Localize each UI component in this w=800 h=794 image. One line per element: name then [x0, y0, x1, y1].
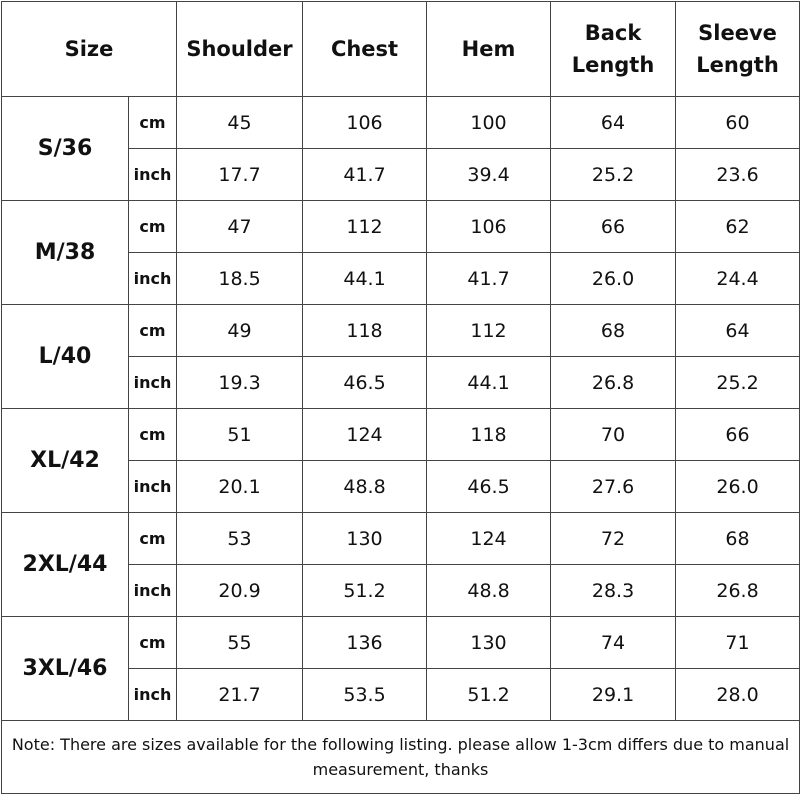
table-row	[2, 305, 800, 357]
table-row	[2, 513, 800, 565]
sleeve-length-value: 24.4	[676, 253, 800, 305]
size-label: M/38	[2, 201, 129, 305]
chest-value: 118	[303, 305, 427, 357]
unit-label: inch	[129, 669, 177, 721]
header-shoulder: Shoulder	[177, 2, 303, 97]
sleeve-length-value: 28.0	[676, 669, 800, 721]
back-length-value: 66	[551, 201, 676, 253]
shoulder-value: 47	[177, 201, 303, 253]
back-length-value: 26.0	[551, 253, 676, 305]
chest-value: 53.5	[303, 669, 427, 721]
chest-value: 44.1	[303, 253, 427, 305]
note-text: Note: There are sizes available for the following listing. please allow 1-3cm differs due to manual measurement, thanks	[2, 721, 800, 794]
unit-label: cm	[129, 201, 177, 253]
chest-value: 48.8	[303, 461, 427, 513]
unit-label: cm	[129, 409, 177, 461]
sleeve-length-value: 26.8	[676, 565, 800, 617]
unit-label: inch	[129, 149, 177, 201]
sleeve-length-value: 71	[676, 617, 800, 669]
header-hem: Hem	[427, 2, 551, 97]
unit-label: cm	[129, 513, 177, 565]
chest-value: 41.7	[303, 149, 427, 201]
chest-value: 112	[303, 201, 427, 253]
shoulder-value: 17.7	[177, 149, 303, 201]
unit-label: inch	[129, 253, 177, 305]
sleeve-length-value: 62	[676, 201, 800, 253]
table-row	[2, 201, 800, 253]
sleeve-length-value: 64	[676, 305, 800, 357]
unit-label: cm	[129, 97, 177, 149]
size-label: 2XL/44	[2, 513, 129, 617]
shoulder-value: 19.3	[177, 357, 303, 409]
shoulder-value: 51	[177, 409, 303, 461]
hem-value: 41.7	[427, 253, 551, 305]
back-length-value: 27.6	[551, 461, 676, 513]
shoulder-value: 18.5	[177, 253, 303, 305]
sleeve-length-value: 60	[676, 97, 800, 149]
header-back-length: Back Length	[551, 2, 676, 97]
back-length-value: 70	[551, 409, 676, 461]
chest-value: 46.5	[303, 357, 427, 409]
unit-label: inch	[129, 461, 177, 513]
back-length-value: 68	[551, 305, 676, 357]
chest-value: 124	[303, 409, 427, 461]
back-length-value: 72	[551, 513, 676, 565]
hem-value: 51.2	[427, 669, 551, 721]
header-size: Size	[2, 2, 177, 97]
size-label: L/40	[2, 305, 129, 409]
unit-label: inch	[129, 357, 177, 409]
header-sleeve-length: Sleeve Length	[676, 2, 800, 97]
hem-value: 106	[427, 201, 551, 253]
table-row	[2, 617, 800, 669]
size-label: S/36	[2, 97, 129, 201]
shoulder-value: 21.7	[177, 669, 303, 721]
unit-label: inch	[129, 565, 177, 617]
hem-value: 100	[427, 97, 551, 149]
hem-value: 130	[427, 617, 551, 669]
shoulder-value: 49	[177, 305, 303, 357]
hem-value: 112	[427, 305, 551, 357]
back-length-value: 25.2	[551, 149, 676, 201]
back-length-value: 28.3	[551, 565, 676, 617]
hem-value: 124	[427, 513, 551, 565]
unit-label: cm	[129, 617, 177, 669]
shoulder-value: 53	[177, 513, 303, 565]
chest-value: 51.2	[303, 565, 427, 617]
table-row	[2, 409, 800, 461]
size-label: XL/42	[2, 409, 129, 513]
hem-value: 44.1	[427, 357, 551, 409]
table-row	[2, 97, 800, 149]
unit-label: cm	[129, 305, 177, 357]
chest-value: 136	[303, 617, 427, 669]
header-chest: Chest	[303, 2, 427, 97]
shoulder-value: 55	[177, 617, 303, 669]
sleeve-length-value: 68	[676, 513, 800, 565]
back-length-value: 26.8	[551, 357, 676, 409]
shoulder-value: 20.1	[177, 461, 303, 513]
hem-value: 48.8	[427, 565, 551, 617]
chest-value: 130	[303, 513, 427, 565]
back-length-value: 74	[551, 617, 676, 669]
sleeve-length-value: 26.0	[676, 461, 800, 513]
header-row	[2, 2, 800, 97]
hem-value: 118	[427, 409, 551, 461]
back-length-value: 29.1	[551, 669, 676, 721]
hem-value: 39.4	[427, 149, 551, 201]
sleeve-length-value: 23.6	[676, 149, 800, 201]
sleeve-length-value: 66	[676, 409, 800, 461]
table-body	[2, 97, 800, 721]
note-row	[2, 721, 800, 794]
size-chart-table	[1, 1, 800, 794]
sleeve-length-value: 25.2	[676, 357, 800, 409]
back-length-value: 64	[551, 97, 676, 149]
chest-value: 106	[303, 97, 427, 149]
shoulder-value: 20.9	[177, 565, 303, 617]
hem-value: 46.5	[427, 461, 551, 513]
size-label: 3XL/46	[2, 617, 129, 721]
shoulder-value: 45	[177, 97, 303, 149]
